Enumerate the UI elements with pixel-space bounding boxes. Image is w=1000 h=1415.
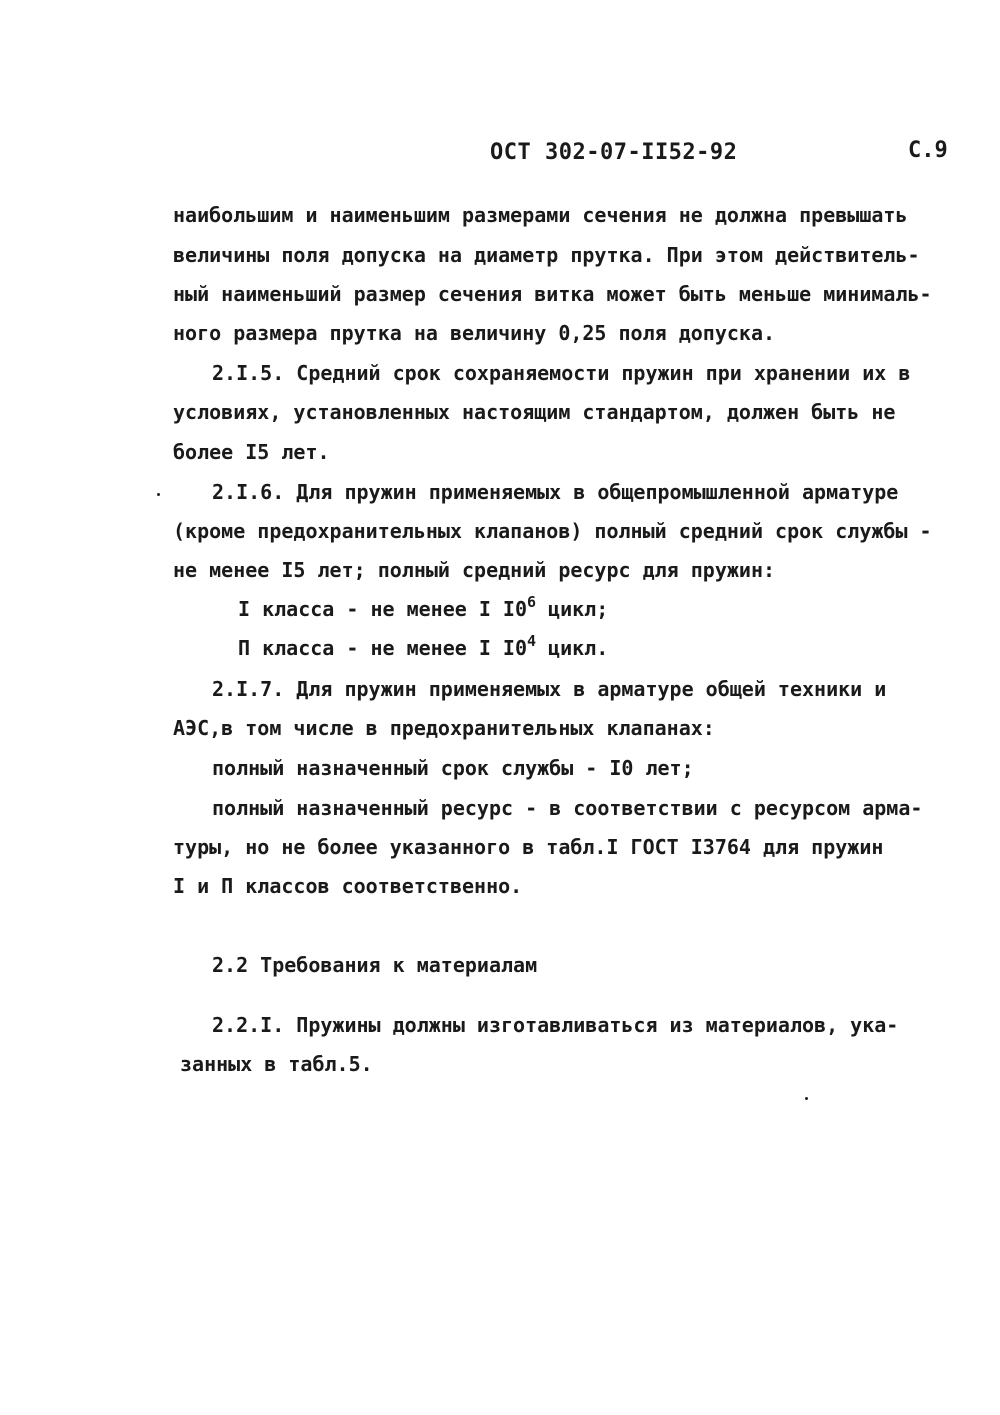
text-line: не менее I5 лет; полный средний ресурс для пружин: <box>173 558 776 582</box>
text-line: (кроме предохранительных клапанов) полный средний срок службы - <box>173 519 932 543</box>
paragraph-2-1-5: 2.I.5. Средний срок сохраняемости пружин при хранении их в <box>212 361 911 385</box>
text-line: более I5 лет. <box>173 440 330 464</box>
scan-speck <box>805 1097 808 1100</box>
text-line: условиях, установленных настоящим стандартом, должен быть не <box>173 400 896 424</box>
resource-class-2-text: П класса - не менее I I0 <box>238 636 527 660</box>
scan-speck <box>157 493 160 496</box>
resource-class-1-unit: цикл; <box>536 597 609 621</box>
text-line: ного размера прутка на величину 0,25 поля допуска. <box>173 321 776 345</box>
resource-class-1-text: I класса - не менее I I0 <box>238 597 527 621</box>
exponent: 4 <box>526 632 537 650</box>
paragraph-2-1-6: 2.I.6. Для пружин применяемых в общепромышленной арматуре <box>212 480 899 504</box>
text-line: занных в табл.5. <box>180 1052 373 1076</box>
resource-class-2-unit: цикл. <box>536 636 609 660</box>
text-line: ный наименьший размер сечения витка может быть меньше минималь- <box>173 282 932 306</box>
exponent: 6 <box>526 593 537 611</box>
text-line: полный назначенный ресурс - в соответствии с ресурсом арма- <box>212 796 923 820</box>
text-line: полный назначенный срок службы - I0 лет; <box>212 756 694 780</box>
text-line: величины поля допуска на диаметр прутка. При этом действитель- <box>173 243 920 267</box>
section-heading: 2.2 Требования к материалам <box>212 953 538 977</box>
resource-class-1 <box>238 593 609 621</box>
page-number: С.9 <box>908 138 948 163</box>
text-line: наибольшим и наименьшим размерами сечения не должна превышать <box>173 203 908 227</box>
document-code: ОСТ 302-07-II52-92 <box>490 140 738 165</box>
text-line: АЭС,в том числе в предохранительных клапанах: <box>173 716 715 740</box>
text-line: I и П классов соответственно. <box>173 874 523 898</box>
paragraph-2-2-1: 2.2.I. Пружины должны изготавливаться из материалов, ука- <box>212 1013 899 1037</box>
resource-class-2 <box>238 632 609 660</box>
paragraph-2-1-7: 2.I.7. Для пружин применяемых в арматуре общей техники и <box>212 677 887 701</box>
text-line: туры, но не более указанного в табл.I ГОСТ I3764 для пружин <box>173 835 884 859</box>
